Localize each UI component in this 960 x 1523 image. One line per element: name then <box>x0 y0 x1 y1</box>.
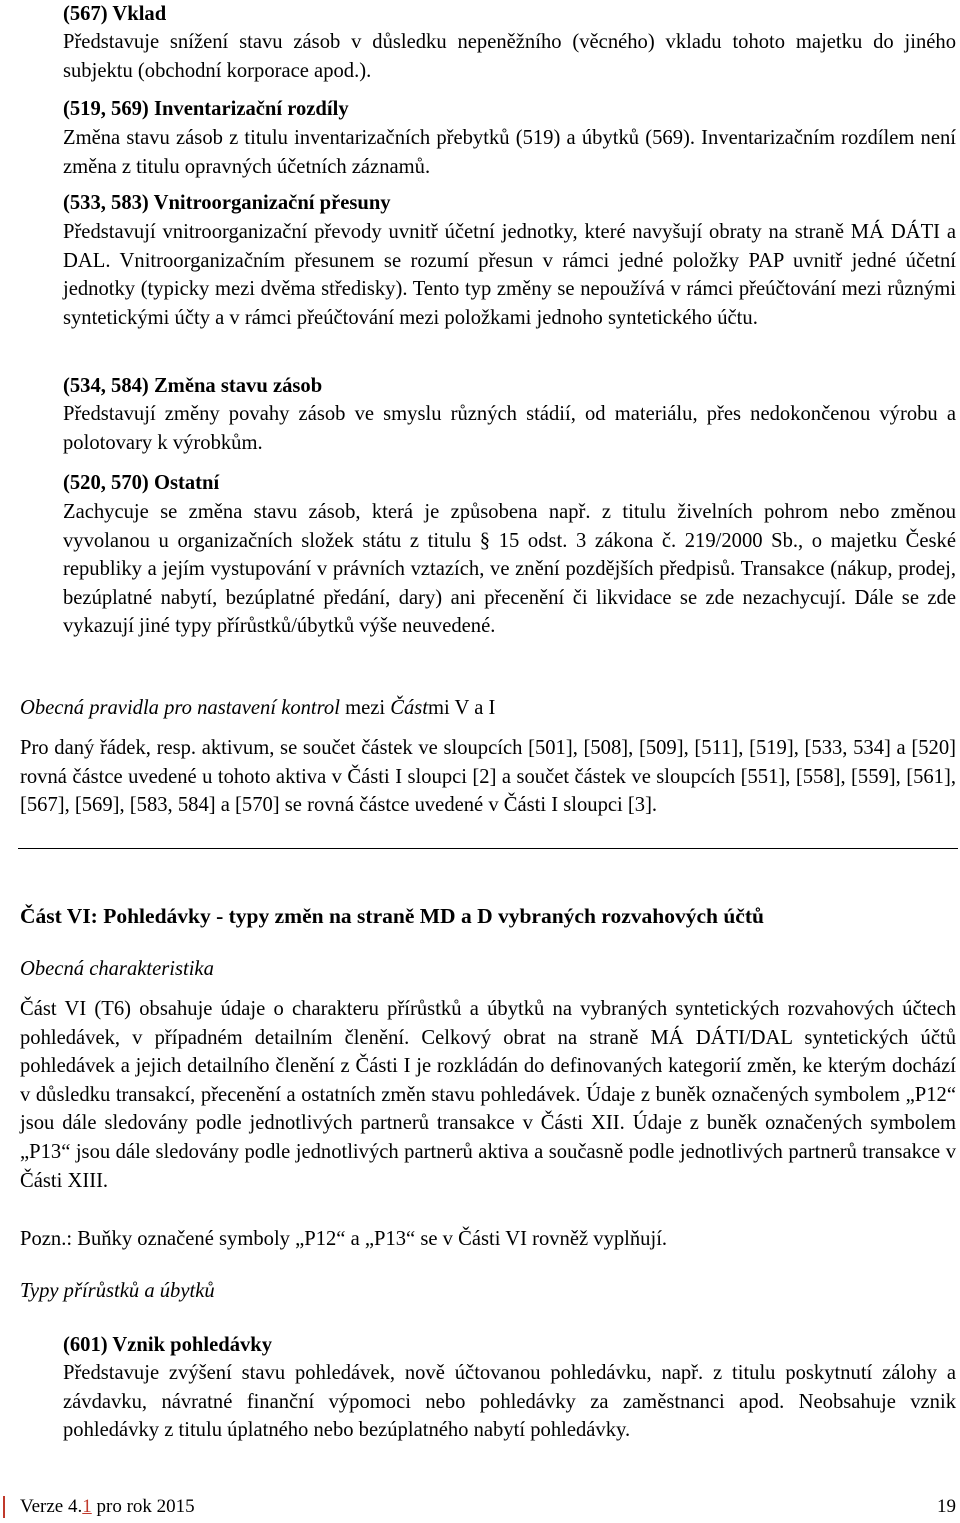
rules-body: Pro daný řádek, resp. aktivum, se součet částek ve sloupcích [501], [508], [509], [511], [519], [533, 534] a [520] rovná částce uvedené u tohoto aktiva v Části I sloupci [2] a součet částek ve sloupcích [551], [558], [559], [561], [567], [569], [583, 584] a [570] se rovná částce uvedené v Části I sloupci [3]. <box>20 737 956 817</box>
section-601-title: (601) Vznik pohledávky <box>63 1334 273 1356</box>
general-characteristics-heading: Obecná charakteristika <box>20 958 214 980</box>
section-534-body: Představují změny povahy zásob ve smyslu různých stádií, od materiálu, přes nedokončenou výrobu a polotovary k výrobkům. <box>63 403 956 454</box>
part-6-heading: Část VI: Pohledávky - typy změn na straně MD a D vybraných rozvahových účtů <box>20 904 764 928</box>
rules-heading <box>20 694 956 723</box>
rules-heading-part-b: mezi <box>339 697 391 719</box>
footer-version <box>20 1493 195 1522</box>
footer-version-suffix: pro rok 2015 <box>91 1496 195 1517</box>
part-6-note: Pozn.: Buňky označené symboly „P12“ a „P13“ se v Části VI rovněž vyplňují. <box>20 1228 668 1250</box>
revision-bar <box>3 1496 5 1518</box>
general-characteristics-body: Část VI (T6) obsahuje údaje o charakteru přírůstků a úbytků na vybraných syntetických rozvahových účtech pohledávek, v případném detailním členění. Celkový obrat na straně MÁ DÁTI/DAL syntetických účtů pohledávek a jejich detailního členění z Části I je rozkládán do definovaných kategorií změn, ke kterým dochází v důsledku transakcí, přecenění a ostatních změn stavu pohledávek. Údaje z buněk označených symbolem „P12“ jsou dále sledovány podle jednotlivých partnerů transakce v Části XII. Údaje z buněk označených symbolem „P13“ jsou dále sledovány podle jednotlivých partnerů aktiva a současně podle jednotlivých partnerů transakce v Části XIII. <box>20 998 956 1192</box>
rules-heading-part-d: mi V a I <box>428 697 496 719</box>
section-534-title: (534, 584) Změna stavu zásob <box>63 375 323 397</box>
section-601-body: Představuje zvýšení stavu pohledávek, nově účtovanou pohledávku, např. z titulu poskytnutí zálohy a závdavku, návratné finanční výpomoci nebo pohledávky za zaměstnanci apod. Neobsahuje vznik pohledávky z titulu úplatného nebo bezúplatného nabytí pohledávky. <box>63 1362 956 1442</box>
page-number: 19 <box>937 1496 956 1517</box>
rules-heading-part-c: Část <box>390 697 429 719</box>
footer-version-mark: 1 <box>82 1496 92 1517</box>
types-heading: Typy přírůstků a úbytků <box>20 1280 215 1302</box>
section-533-title: (533, 583) Vnitroorganizační přesuny <box>63 192 391 214</box>
section-567-body: Představuje snížení stavu zásob v důsledku nepeněžního (věcného) vkladu tohoto majetku do jiného subjektu (obchodní korporace apod.). <box>63 31 956 82</box>
section-519-body: Změna stavu zásob z titulu inventarizačních přebytků (519) a úbytků (569). Inventarizačním rozdílem není změna z titulu opravných účetních záznamů. <box>63 127 956 178</box>
section-520-title: (520, 570) Ostatní <box>63 472 220 494</box>
section-520-body: Zachycuje se změna stavu zásob, která je způsobena např. z titulu živelních pohrom nebo změnou vyvolanou u organizačních složek státu z titulu § 15 odst. 3 zákona č. 219/2000 Sb., o majetku České republiky a jejím vystupování v právních vztazích, ve znění pozdějších předpisů. Transakce (nákup, prodej, bezúplatné nabytí, bezúplatné předání, dary) ani přecenění či likvidace se zde nezachycují. Dále se zde vykazují jiné typy přírůstků/úbytků výše neuvedené. <box>63 501 956 638</box>
rules-heading-part-a: Obecná pravidla pro nastavení kontrol <box>20 697 340 719</box>
footer-version-prefix: Verze 4. <box>20 1496 83 1517</box>
section-567-title: (567) Vklad <box>63 3 167 25</box>
section-519-title: (519, 569) Inventarizační rozdíly <box>63 98 349 120</box>
section-533-body: Představují vnitroorganizační převody uvnitř účetní jednotky, které navyšují obraty na straně MÁ DÁTI a DAL. Vnitroorganizačním přesunem se rozumí přesun v rámci jedné položky PAP uvnitř jedné účetní jednotky (typicky mezi dvěma středisky). Tento typ změny se nepoužívá v rámci přeúčtování mezi různými syntetickými účty a v rámci přeúčtování mezi položkami jednoho syntetického účtu. <box>63 221 956 329</box>
section-divider <box>18 848 958 849</box>
